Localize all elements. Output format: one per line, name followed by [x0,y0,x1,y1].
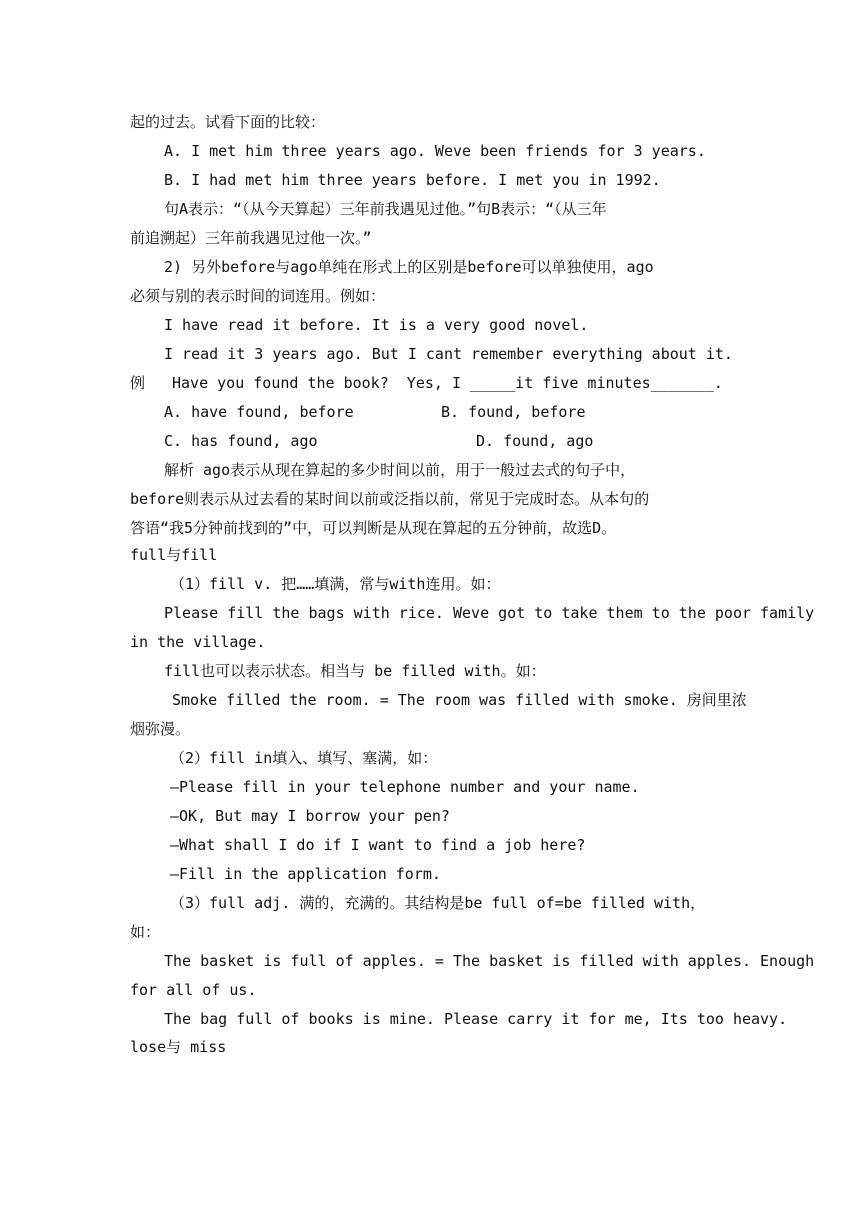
dialogue-line: –What shall I do if I want to find a job here? [170,836,586,854]
paragraph-line: 必须与别的表示时间的词连用。例如： [130,287,386,305]
example-sentence: The bag full of books is mine. Please carry it for me, Its too heavy. [164,1010,788,1028]
paragraph-line: 起的过去。试看下面的比较： [130,113,326,131]
paragraph-line: 如： [130,923,161,941]
option-d: D. found, ago [476,432,594,450]
analysis-line: 解析 ago表示从现在算起的多少时间以前，用于一般过去式的句子中， [164,461,636,479]
paragraph-line: （2）fill in填入、填写、塞满，如： [170,749,438,767]
dialogue-line: –Please fill in your telephone number and your name. [170,778,640,796]
paragraph-line: fill也可以表示状态。相当与 be filled with。如： [164,662,546,680]
exercise-question: Have you found the book? Yes, I _____it five minutes_______. [172,374,723,392]
example-sentence: I read it 3 years ago. But I cant remember everything about it. [164,345,733,363]
example-sentence: The basket is full of apples. = The basket is filled with apples. Enough [164,952,815,970]
example-sentence: 烟弥漫。 [130,720,191,738]
dialogue-line: –OK, But may I borrow your pen? [170,807,450,825]
example-sentence: for all of us. [130,981,257,999]
option-c: C. has found, ago [164,432,318,450]
option-a: A. have found, before [164,403,354,421]
exercise-label: 例 [130,374,146,392]
paragraph-line: 2) 另外before与ago单纯在形式上的区别是before可以单独使用，ago [164,258,654,276]
section-heading: lose与 miss [130,1038,227,1056]
analysis-line: before则表示从过去看的某时间以前或泛指以前，常见于完成时态。从本句的 [130,490,650,508]
paragraph-line: （1）fill v. 把……填满，常与with连用。如： [170,575,501,593]
analysis-line: 答语“我5分钟前找到的”中，可以判断是从现在算起的五分钟前，故选D。 [130,519,617,537]
option-b: B. found, before [441,403,586,421]
example-sentence: Please fill the bags with rice. Weve got to take them to the poor family [164,604,815,622]
paragraph-line: 前追溯起）三年前我遇见过他一次。” [130,229,372,247]
example-a-line: A. I met him three years ago. Weve been friends for 3 years. [164,142,706,160]
example-sentence: I have read it before. It is a very good novel. [164,316,589,334]
example-sentence: in the village. [130,633,266,651]
section-heading: full与fill [130,546,218,564]
paragraph-line: 句A表示：“（从今天算起）三年前我遇见过他。”句B表示：“（从三年 [164,200,607,218]
example-sentence: Smoke filled the room. = The room was filled with smoke. 房间里浓 [172,691,747,709]
paragraph-line: （3）full adj. 满的，充满的。其结构是be full of=be filled with， [170,894,706,912]
example-b-line: B. I had met him three years before. I met you in 1992. [164,171,661,189]
dialogue-line: –Fill in the application form. [170,865,441,883]
